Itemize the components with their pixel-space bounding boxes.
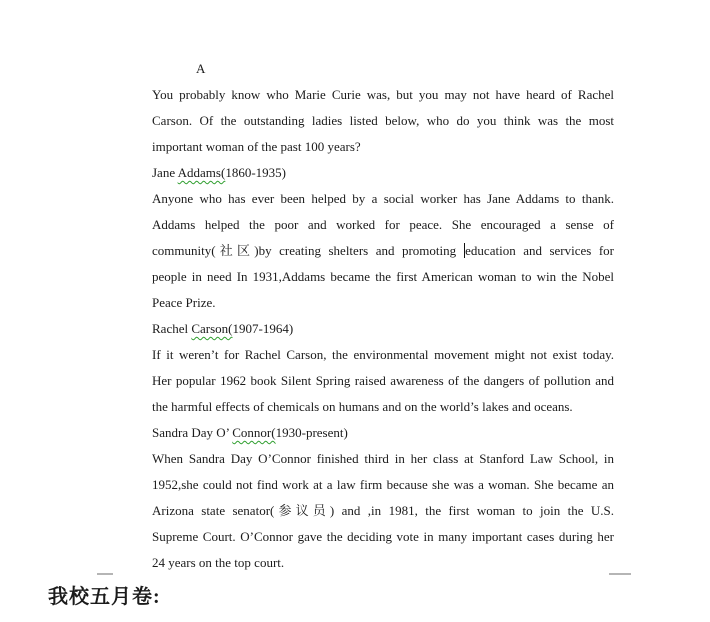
text-line[interactable] (152, 316, 614, 342)
text-run: 24 years on the top court. (152, 555, 285, 570)
text-run: Peace Prize. (152, 295, 216, 310)
text-line[interactable] (152, 472, 614, 498)
text-line[interactable] (152, 264, 614, 290)
text-run: 1860-1935) (225, 165, 286, 180)
text-line[interactable] (152, 498, 614, 524)
text-run: Addams helped the poor and worked for peace. She encouraged a sense of (152, 217, 614, 232)
text-line[interactable] (152, 342, 614, 368)
text-lines (152, 56, 614, 576)
text-run: If it weren’t for Rachel Carson, the environmental movement might not exist today. (152, 347, 614, 362)
text-run: Jane (152, 165, 178, 180)
text-run: Carson. Of the outstanding ladies listed below, who do you think was the most (152, 113, 614, 128)
spellcheck-flagged-text: Addams( (177, 165, 226, 180)
text-line[interactable] (152, 212, 614, 238)
text-line[interactable] (152, 290, 614, 316)
text-line[interactable] (152, 446, 614, 472)
text-line[interactable] (152, 56, 614, 82)
spellcheck-flagged-text: Connor( (232, 425, 276, 440)
text-run: Supreme Court. O’Connor gave the deciding vote in many important cases during her (152, 529, 614, 544)
text-line[interactable] (152, 134, 614, 160)
text-run: Sandra Day O’ (152, 425, 233, 440)
text-line[interactable] (152, 368, 614, 394)
text-line[interactable] (152, 160, 614, 186)
text-run: Her popular 1962 book Silent Spring raised awareness of the dangers of pollution and (152, 373, 614, 388)
text-line[interactable] (152, 394, 614, 420)
text-line[interactable] (152, 420, 614, 446)
text-run: 1907-1964) (232, 321, 294, 336)
text-run: 1952,she could not find work at a law firm because she was a woman. She became an (152, 477, 614, 492)
text-run: education and services for (465, 243, 614, 258)
text-line[interactable] (152, 238, 614, 264)
text-run: community(社区)by creating shelters and promoting (152, 243, 464, 258)
text-run: Rachel (152, 321, 192, 336)
text-line[interactable] (152, 108, 614, 134)
text-run: the harmful effects of chemicals on humans and on the world’s lakes and oceans. (152, 399, 573, 414)
text-run: Anyone who has ever been helped by a social worker has Jane Addams to thank. (152, 191, 614, 206)
text-run: You probably know who Marie Curie was, but you may not have heard of Rachel (152, 87, 614, 102)
text-run: A (196, 61, 206, 76)
footer-heading: 我校五月卷: (48, 586, 161, 608)
spellcheck-flagged-text: Carson( (191, 321, 233, 336)
text-run: important woman of the past 100 years? (152, 139, 361, 154)
text-line[interactable] (152, 82, 614, 108)
page-boundary-mark-left (97, 573, 113, 575)
text-run: When Sandra Day O’Connor finished third in her class at Stanford Law School, in (152, 451, 614, 466)
text-line[interactable] (152, 186, 614, 212)
text-run: Arizona state senator(参议员) and ,in 1981, the first woman to join the U.S. (152, 503, 614, 518)
text-run: people in need In 1931,Addams became the first American woman to win the Nobel (152, 269, 614, 284)
text-line[interactable] (152, 550, 614, 576)
text-run: 1930-present) (275, 425, 348, 440)
page-boundary-mark-right (609, 573, 631, 575)
text-line[interactable] (152, 524, 614, 550)
